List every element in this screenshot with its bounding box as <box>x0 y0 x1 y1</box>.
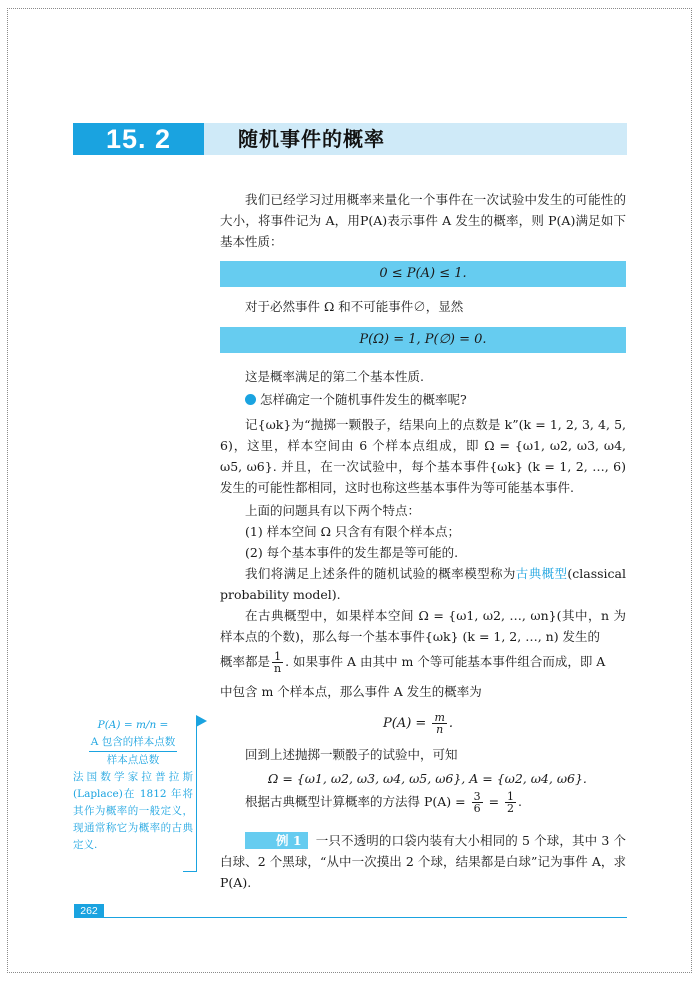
classical-def-english: (classical probability model). <box>220 566 626 602</box>
classical-paragraph-2 <box>220 651 626 674</box>
lead-text-2: 对于必然事件 Ω 和不可能事件∅，显然 <box>245 299 464 314</box>
example-text: 一只不透明的口袋内装有大小相同的 5 个球，其中 3 个白球、2 个黑球，“从中一次摸出 2 个球，结果都是白球”记为事件 A，求 P(A). <box>220 833 626 890</box>
frac-num: 1 <box>272 651 283 663</box>
property-band-1: 0 ≤ P(A) ≤ 1. <box>220 261 626 287</box>
formula-end: . <box>448 716 454 731</box>
result-end: . <box>518 794 522 809</box>
margin-frac-den: 样本点总数 <box>106 754 160 766</box>
property-band-2: P(Ω) = 1, P(∅) = 0. <box>220 327 626 353</box>
frac-den: 6 <box>473 802 481 815</box>
frac-den: 2 <box>507 802 515 815</box>
margin-fraction <box>73 734 193 769</box>
text: 概率都是 <box>220 654 271 669</box>
features-lead: 上面的问题具有以下两个特点： <box>245 503 421 518</box>
classical-paragraph-1: 在古典概型中，如果样本空间 Ω = {ω1, ω2, …, ωn}(其中，n 为样本点的个数)，那么每一个基本事件{ωk} (k = 1, 2, …, n) 发生的 <box>220 608 626 644</box>
margin-note <box>73 717 193 854</box>
frac-num: 1 <box>507 790 515 803</box>
sets-line: Ω = {ω1, ω2, ω3, ω4, ω5, ω6}, A = {ω2, ω4, ω6}. <box>268 771 587 786</box>
margin-rule-foot <box>183 871 197 872</box>
frac-den: n <box>274 662 282 675</box>
example-1 <box>220 830 626 893</box>
frac-den: n <box>436 723 444 736</box>
fraction-3-6 <box>472 791 483 814</box>
margin-formula: P(A) = m/n = <box>97 719 169 731</box>
classical-formula <box>383 712 453 735</box>
result-line <box>245 791 522 814</box>
return-dice-line: 回到上述抛掷一颗骰子的试验中，可知 <box>245 747 458 762</box>
page-number: 262 <box>74 904 104 918</box>
formula-lhs: P(A) = <box>383 716 431 731</box>
equals: = <box>484 794 504 809</box>
intro-paragraph: 我们已经学习过用概率来量化一个事件在一次试验中发生的可能性的大小，将事件记为 A，用P(A)表示事件 A 发生的概率，则 P(A)满足如下基本性质： <box>220 192 626 249</box>
fraction-1-over-n <box>272 651 283 674</box>
second-property-note: 这是概率满足的第二个基本性质. <box>245 369 424 384</box>
dice-paragraph: 记{ωk}为“抛掷一颗骰子，结果向上的点数是 k”(k = 1, 2, 3, 4, 5, 6)，这里，样本空间由 6 个样本点组成，即 Ω = {ω1, ω2, ω3, ω4, ω5, ω6}. 并且，在一次试验中，每个基本事件{ωk} (k = 1, 2, …, 6) 发生的可能性都相同，这时也称这些基本事件为等可能基本事件. <box>220 417 626 495</box>
margin-flag-icon <box>196 715 207 727</box>
classical-definition <box>220 563 626 605</box>
classical-term: 古典概型 <box>515 566 568 581</box>
question-text: 怎样确定一个随机事件发生的概率呢? <box>260 392 467 407</box>
formula-fraction <box>432 712 446 735</box>
margin-note-text: 法国数学家拉普拉斯(Laplace)在 1812 年将其作为概率的一般定义，现通常称它为概率的古典定义. <box>73 771 193 851</box>
classical-paragraph-3: 中包含 m 个样本点，那么事件 A 发生的概率为 <box>220 684 482 699</box>
question-line <box>245 389 467 410</box>
classical-def-text: 我们将满足上述条件的随机试验的概率模型称为 <box>245 566 516 581</box>
feature-1: (1) 样本空间 Ω 只含有有限个样本点； <box>245 524 460 539</box>
example-tag: 例 1 <box>245 832 308 849</box>
frac-num: 3 <box>473 790 481 803</box>
section-title: 随机事件的概率 <box>238 127 385 151</box>
margin-frac-num: A 包含的样本点数 <box>89 734 177 752</box>
text: . 如果事件 A 由其中 m 个等可能基本事件组合而成，即 A <box>285 654 606 669</box>
section-number: 15. 2 <box>73 123 204 155</box>
footer-rule <box>104 917 627 918</box>
bullet-dot-icon <box>245 394 256 405</box>
fraction-1-2 <box>505 791 516 814</box>
feature-2: (2) 每个基本事件的发生都是等可能的. <box>245 545 459 560</box>
frac-num: m <box>434 711 445 724</box>
result-text: 根据古典概型计算概率的方法得 P(A) = <box>245 794 470 809</box>
margin-rule <box>196 722 197 872</box>
